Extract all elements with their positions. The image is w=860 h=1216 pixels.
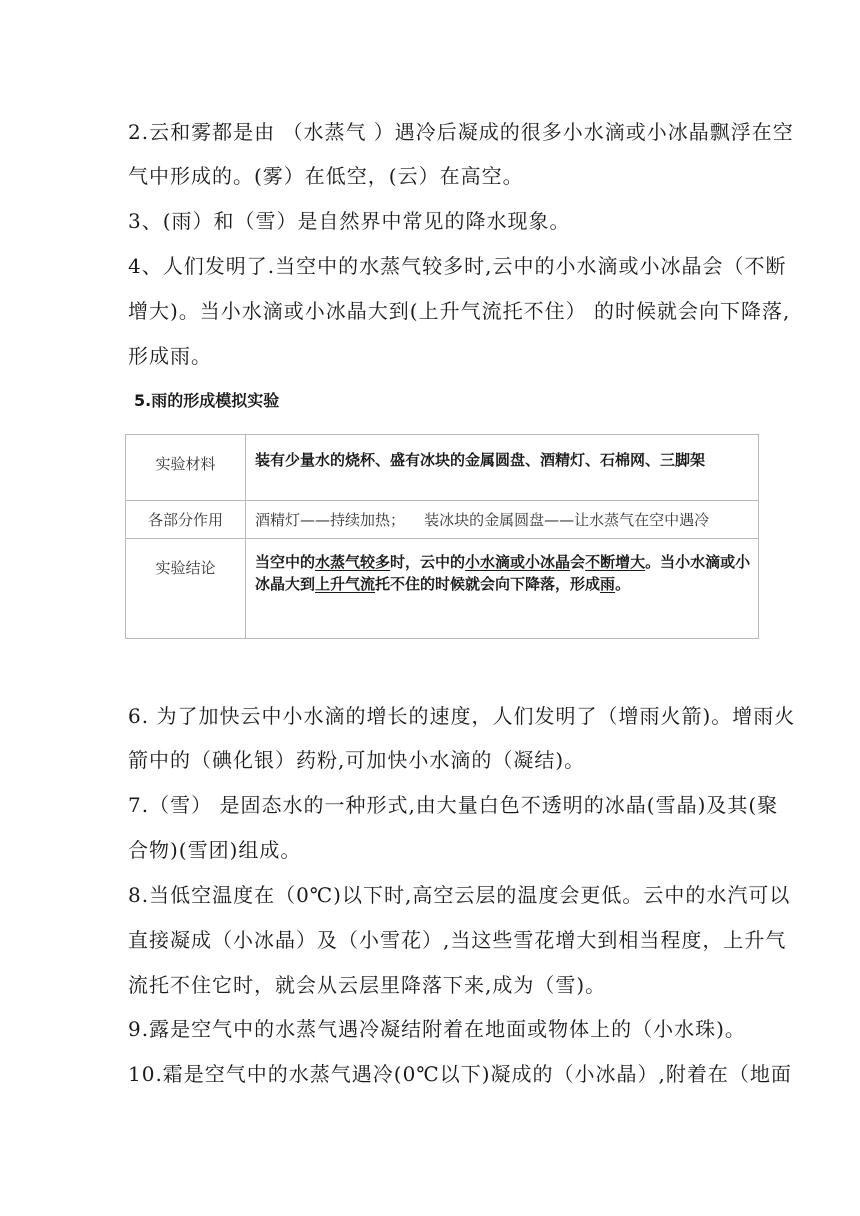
text-line: 3、(雨）和（雪）是自然界中常见的降水现象。: [128, 209, 571, 233]
table-value-conclusion: [246, 539, 759, 639]
text-line: 4、人们发明了.当空中的水蒸气较多时,云中的小水滴或小冰晶会（不断: [128, 254, 787, 278]
table-row: [126, 539, 759, 639]
conclusion-text: 。当小水滴或小冰晶大到: [255, 553, 751, 593]
table-row: [126, 435, 759, 501]
table-value-functions: 酒精灯——持续加热； 装冰块的金属圆盘——让水蒸气在空中遇冷: [246, 501, 759, 539]
text-line: 2.云和雾都是由 （水蒸气 ）遇冷后凝成的很多小水滴或小冰晶飘浮在空: [128, 120, 794, 144]
text-line: 流托不住它时，就会从云层里降落下来,成为（雪)。: [128, 973, 607, 997]
table-label-conclusion: 实验结论: [126, 539, 246, 639]
section-heading: 5.雨的形成模拟实验: [134, 391, 280, 410]
text-line: 形成雨。: [128, 344, 212, 368]
text-line: 合物)(雪团)组成。: [128, 838, 302, 862]
text-line: 6. 为了加快云中小水滴的增长的速度，人们发明了（增雨火箭)。增雨火: [128, 704, 796, 728]
text-line: 10.霜是空气中的水蒸气遇冷(0℃以下)凝成的（小冰晶）,附着在（地面: [128, 1062, 792, 1086]
conclusion-text: 会: [570, 553, 586, 571]
conclusion-text: 当空中的: [255, 553, 316, 571]
conclusion-underlined: 上升气流: [315, 575, 376, 593]
text-line: 8.当低空温度在（0℃)以下时,高空云层的温度会更低。云中的水汽可以: [128, 883, 791, 907]
table-row: [126, 501, 759, 539]
text-line: 箭中的（碘化银）药粉,可加快小水滴的（凝结)。: [128, 748, 586, 772]
conclusion-underlined: 水蒸气较多: [315, 553, 391, 571]
experiment-table: [125, 434, 759, 639]
conclusion-text: 托不住的时候就会向下降落，形成: [375, 575, 601, 593]
conclusion-underlined: 雨: [600, 575, 616, 593]
conclusion-underlined: 小水滴或小冰晶: [465, 553, 571, 571]
text-line: 9.露是空气中的水蒸气遇冷凝结附着在地面或物体上的（小水珠)。: [128, 1017, 746, 1041]
conclusion-underlined: 不断增大: [585, 553, 646, 571]
text-line: 直接凝成（小冰晶）及（小雪花）,当这些雪花增大到相当程度，上升气: [128, 928, 787, 952]
table-value-materials: 装有少量水的烧杯、盛有冰块的金属圆盘、酒精灯、石棉网、三脚架: [246, 435, 759, 501]
conclusion-text: 时，云中的: [390, 553, 466, 571]
text-line: 气中形成的。(雾）在低空，(云）在高空。: [128, 164, 524, 188]
table-label-materials: 实验材料: [126, 435, 246, 501]
text-line: 7.（雪） 是固态水的一种形式,由大量白色不透明的冰晶(雪晶)及其(聚: [128, 793, 779, 817]
table-label-functions: 各部分作用: [126, 501, 246, 539]
text-line: 增大)。当小水滴或小冰晶大到(上升气流托不住） 的时候就会向下降落,: [128, 299, 791, 323]
conclusion-text: 。: [615, 575, 631, 593]
